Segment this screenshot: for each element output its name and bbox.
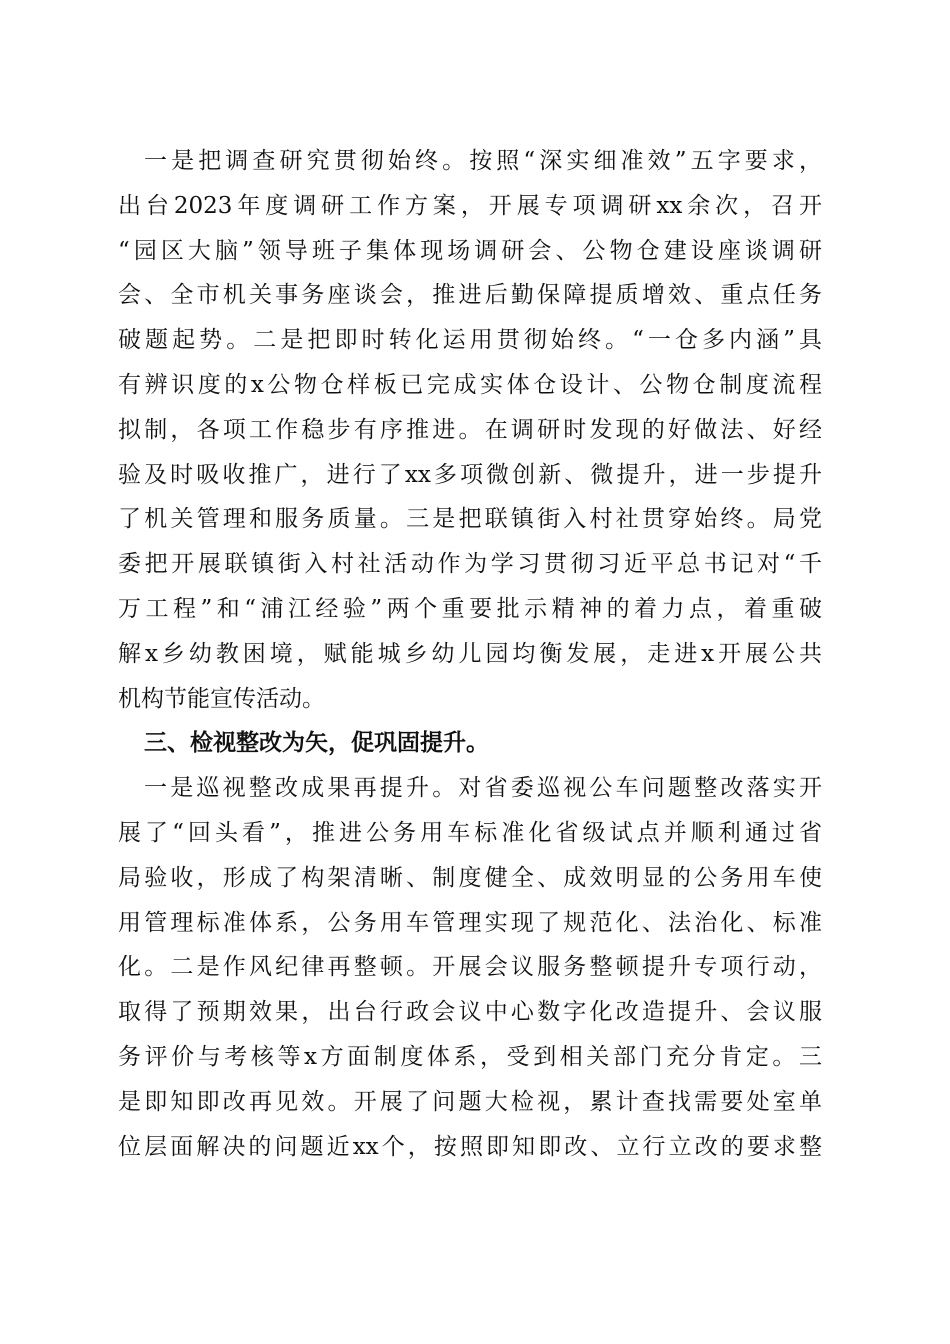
paragraph-line: 破题起势。二是把即时转化运用贯彻始终。“一仓多内涵”具: [118, 327, 822, 354]
paragraph-text: 按照“深实细准效”五字要求，: [469, 148, 822, 174]
paragraph-line: 委把开展联镇街入村社活动作为学习贯彻习近平总书记对“千: [118, 551, 822, 578]
paragraph-line: [118, 144, 822, 189]
paragraph-line: 务评价与考核等x方面制度体系，受到相关部门充分肯定。三: [118, 1043, 822, 1070]
paragraph-line: 有辨识度的x公物仓样板已完成实体仓设计、公物仓制度流程: [118, 371, 822, 398]
paragraph-line: 展了“回头看”，推进公务用车标准化省级试点并顺利通过省: [118, 819, 822, 846]
paragraph-line: 用管理标准体系，公务用车管理实现了规范化、法治化、标准: [118, 909, 822, 936]
paragraph-line: 万工程”和“浦江经验”两个重要批示精神的着力点，着重破: [118, 595, 822, 622]
paragraph-line: 机构节能宣传活动。: [118, 685, 325, 712]
paragraph-line: 化。二是作风纪律再整顿。开展会议服务整顿提升专项行动，: [118, 954, 822, 981]
paragraph-line: 位层面解决的问题近xx个，按照即知即改、立行立改的要求整: [118, 1133, 822, 1160]
paragraph-line: [118, 771, 822, 816]
paragraph-line: 验及时吸收推广，进行了xx多项微创新、微提升，进一步提升: [118, 461, 822, 488]
paragraph-line: 是即知即改再见效。开展了问题大检视，累计查找需要处室单: [118, 1088, 822, 1115]
paragraph-lead: 一是巡视整改成果再提升。: [144, 775, 459, 802]
paragraph-line: 解x乡幼教困境，赋能城乡幼儿园均衡发展，走进x开展公共: [118, 640, 822, 667]
document-page: [118, 144, 822, 1174]
paragraph-line: 取得了预期效果，出台行政会议中心数字化改造提升、会议服: [118, 999, 822, 1026]
paragraph-line: 会、全市机关事务座谈会，推进后勤保障提质增效、重点任务: [118, 282, 822, 309]
paragraph-line: 出台2023年度调研工作方案，开展专项调研xx余次，召开: [118, 192, 822, 219]
paragraph-text: 对省委巡视公车问题整改落实开: [458, 775, 822, 802]
paragraph-line: “园区大脑”领导班子集体现场调研会、公物仓建设座谈调研: [118, 237, 822, 264]
paragraph-line: 拟制，各项工作稳步有序推进。在调研时发现的好做法、好经: [118, 416, 822, 443]
section-heading: 三、检视整改为矢，促巩固提升。: [144, 730, 489, 757]
paragraph-line: 局验收，形成了构架清晰、制度健全、成效明显的公务用车使: [118, 864, 822, 891]
paragraph-lead: 一是把调查研究贯彻始终。: [144, 148, 470, 174]
paragraph-line: 了机关管理和服务质量。三是把联镇街入村社贯穿始终。局党: [118, 506, 822, 533]
